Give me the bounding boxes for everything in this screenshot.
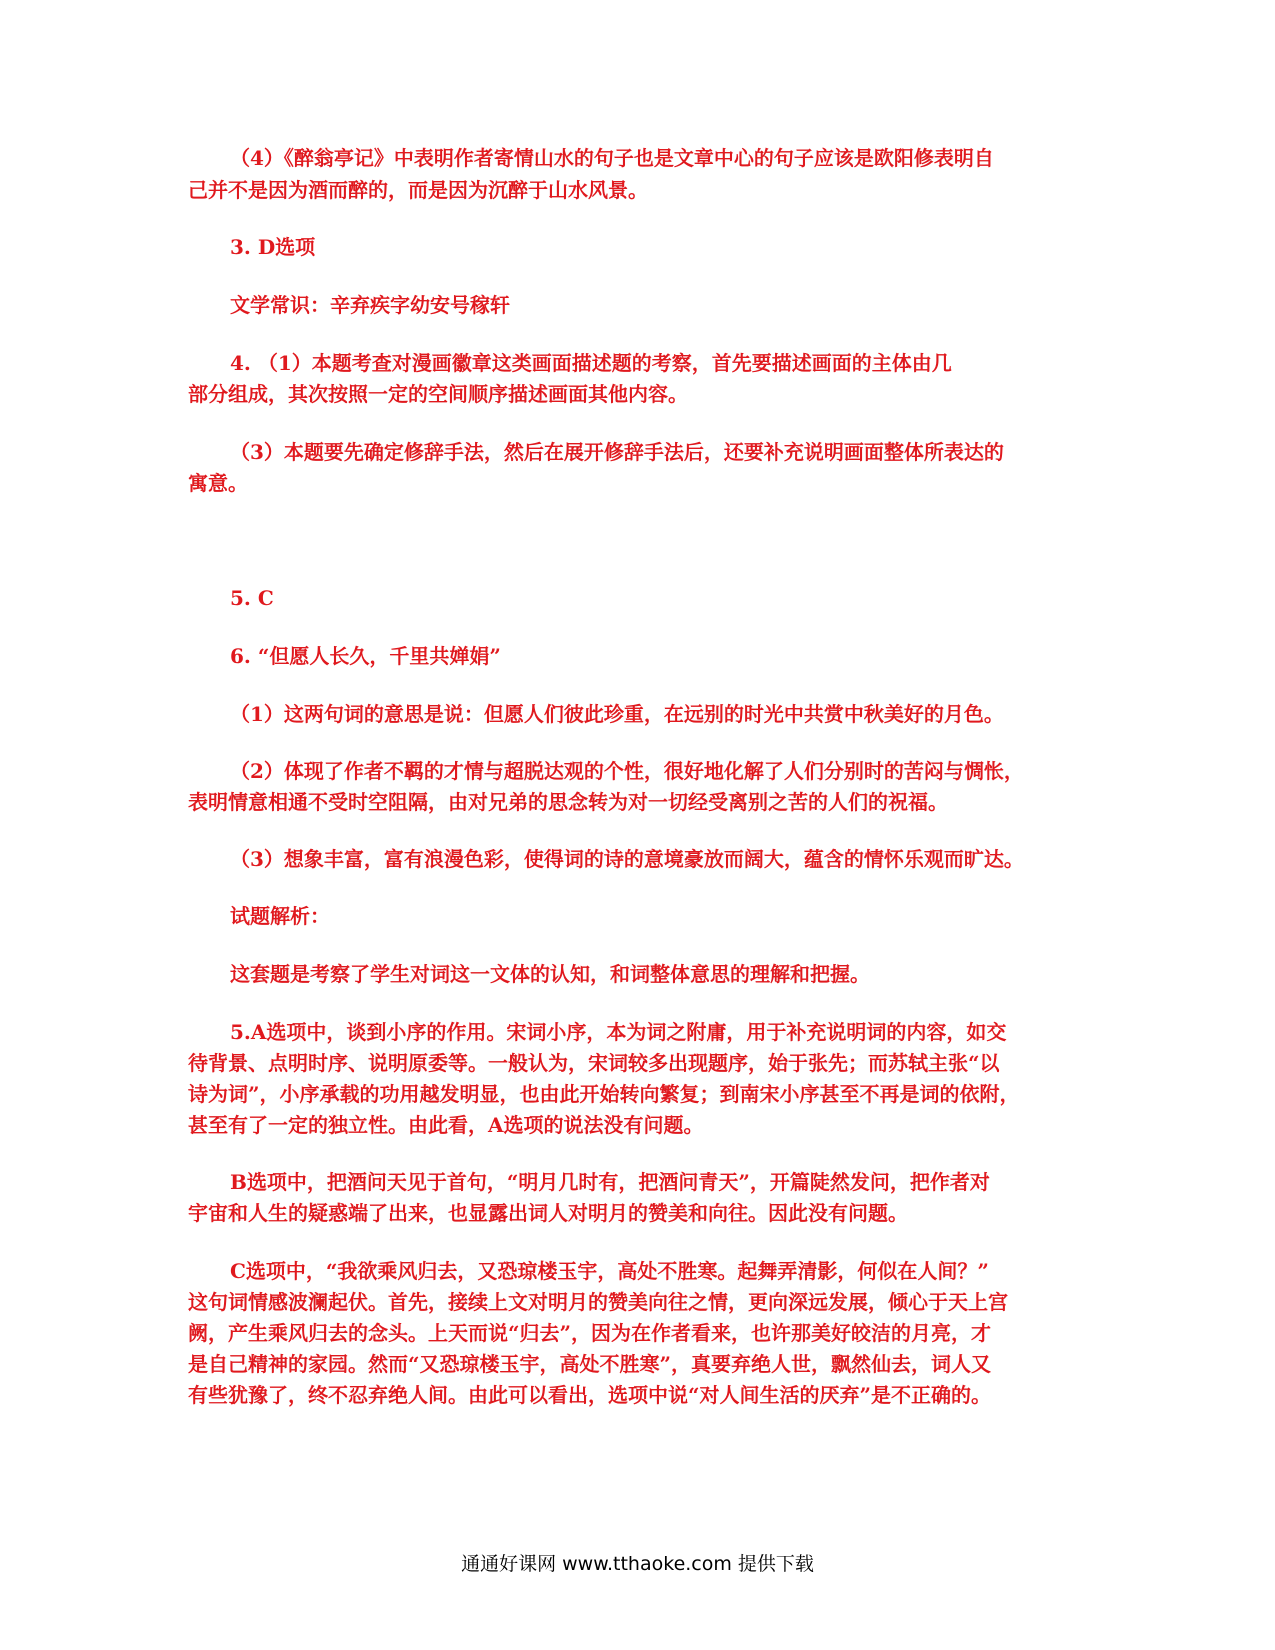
answer-4-part4-line2: 己并不是因为酒而醉的，而是因为沉醉于山水风景。 (188, 178, 648, 202)
literary-knowledge: 文学常识：辛弃疾字幼安号稼轩 (230, 293, 510, 317)
option-b-line1: B选项中，把酒问天见于首句，“明月几时有，把酒问青天”，开篇陡然发问，把作者对 (230, 1170, 990, 1194)
option-a-line2: 待背景、点明时序、说明原委等。一般认为，宋词较多出现题序，始于张先；而苏轼主张“以 (188, 1051, 1000, 1075)
option-c-line4: 是自己精神的家园。然而“又恐琼楼玉宇，高处不胜寒”，真要弃绝人世，飘然仙去，词人又 (188, 1352, 992, 1376)
answer-6-part2-line1: （2）体现了作者不羁的才情与超脱达观的个性，很好地化解了人们分别时的苦闷与惆怅， (230, 759, 1024, 783)
page-footer: 通通好课网 www.tthaoke.com 提供下载 (461, 1553, 814, 1575)
analysis-heading: 试题解析： (230, 904, 330, 928)
answer-6-part1: （1）这两句词的意思是说：但愿人们彼此珍重，在远别的时光中共赏中秋美好的月色。 (230, 702, 1004, 726)
option-c-line5: 有些犹豫了，终不忍弃绝人间。由此可以看出，选项中说“对人间生活的厌弃”是不正确的。 (188, 1383, 992, 1407)
option-a-line3: 诗为词”，小序承载的功用越发明显，也由此开始转向繁复；到南宋小序甚至不再是词的依附， (188, 1082, 1020, 1106)
answer-5: 5. C (230, 586, 274, 610)
answer-6-part3: （3）想象丰富，富有浪漫色彩，使得词的诗的意境豪放而阔大，蕴含的情怀乐观而旷达。 (230, 847, 1024, 871)
option-b-line2: 宇宙和人生的疑惑端了出来，也显露出词人对明月的赞美和向往。因此没有问题。 (188, 1201, 908, 1225)
answer-6: 6. “但愿人长久，千里共婵娟” (230, 644, 501, 668)
option-c-line1: C选项中，“我欲乘风归去，又恐琼楼玉宇，高处不胜寒。起舞弄清影，何似在人间？” (230, 1259, 989, 1283)
answer-4-part3-line1: （3）本题要先确定修辞手法，然后在展开修辞手法后，还要补充说明画面整体所表达的 (230, 440, 1004, 464)
option-a-line1: 5.A选项中，谈到小序的作用。宋词小序，本为词之附庸，用于补充说明词的内容，如交 (230, 1020, 1007, 1044)
option-c-line2: 这句词情感波澜起伏。首先，接续上文对明月的赞美向往之情，更向深远发展，倾心于天上宫 (188, 1290, 1008, 1314)
answer-4-line1: 4. （1）本题考查对漫画徽章这类画面描述题的考察，首先要描述画面的主体由几 (230, 351, 952, 375)
answer-4-part4-line1: （4）《醉翁亭记》中表明作者寄情山水的句子也是文章中心的句子应该是欧阳修表明自 (230, 146, 994, 170)
analysis-intro: 这套题是考察了学生对词这一文体的认知，和词整体意思的理解和把握。 (230, 962, 870, 986)
option-c-line3: 阙，产生乘风归去的念头。上天而说“归去”，因为在作者看来，也许那美好皎洁的月亮，才 (188, 1321, 992, 1345)
answer-4-part3-line2: 寓意。 (188, 471, 248, 495)
answer-6-part2-line2: 表明情意相通不受时空阻隔，由对兄弟的思念转为对一切经受离别之苦的人们的祝福。 (188, 790, 948, 814)
option-a-line4: 甚至有了一定的独立性。由此看，A选项的说法没有问题。 (188, 1113, 704, 1137)
answer-4-line2: 部分组成，其次按照一定的空间顺序描述画面其他内容。 (188, 382, 688, 406)
answer-3: 3. D选项 (230, 235, 316, 259)
